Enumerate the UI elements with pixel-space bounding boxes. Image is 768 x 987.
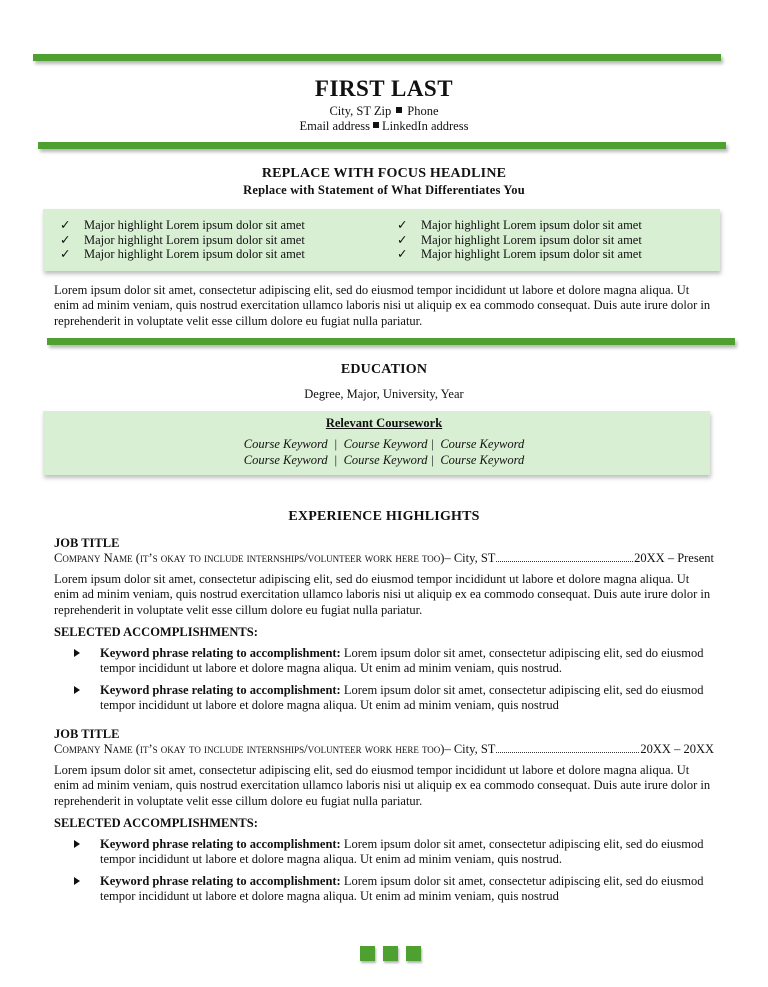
triangle-bullet-icon (74, 649, 80, 657)
top-accent-bar (33, 54, 721, 61)
accomplishment-item: Keyword phrase relating to accomplishment: Lorem ipsum dolor sit amet, consectetur adipiscing elit, sed do eiusmod tempor incididunt ut labore et dolore magna aliqua. Ut enim ad minim veniam, quis nostrud (74, 874, 714, 905)
triangle-bullet-icon (74, 877, 80, 885)
coursework-line: Course Keyword | Course Keyword | Course Keyword (243, 452, 525, 467)
coursework-title: Relevant Coursework (325, 416, 443, 430)
education-heading: EDUCATION (340, 362, 428, 377)
city-state-zip: City, ST Zip (329, 104, 392, 118)
footer-square-icon (360, 946, 375, 961)
highlight-item: ✓ Major highlight Lorem ipsum dolor sit amet (397, 218, 642, 232)
coursework-content (0, 416, 768, 468)
phone: Phone (407, 104, 439, 118)
focus-headline: REPLACE WITH FOCUS HEADLINE (261, 166, 507, 181)
highlight-item: ✓ Major highlight Lorem ipsum dolor sit amet (60, 218, 305, 232)
job-location: – City, ST (444, 742, 496, 756)
dotted-leader (496, 561, 633, 562)
accomplishment-item: Keyword phrase relating to accomplishment: Lorem ipsum dolor sit amet, consectetur adipiscing elit, sed do eiusmod tempor incididunt ut labore et dolore magna aliqua. Ut enim ad minim veniam, quis nostrud. (74, 837, 714, 868)
company-line (54, 551, 714, 566)
accomplishment-item: Keyword phrase relating to accomplishment: Lorem ipsum dolor sit amet, consectetur adipiscing elit, sed do eiusmod tempor incididunt ut labore et dolore magna aliqua. Ut enim ad minim veniam, quis nostrud. (74, 646, 714, 677)
dotted-leader (496, 752, 639, 753)
checkmark-icon: ✓ (397, 232, 408, 247)
job-dates: 20XX – 20XX (640, 742, 714, 756)
company-name: Company Name (it’s okay to include internships/volunteer work here too) (54, 551, 445, 565)
accomplishments-heading: SELECTED ACCOMPLISHMENTS: (54, 625, 258, 639)
experience-heading: EXPERIENCE HIGHLIGHTS (288, 509, 480, 524)
job-title: JOB TITLE (54, 727, 120, 741)
job-dates: 20XX – Present (634, 551, 714, 565)
separator-square-icon (373, 122, 379, 128)
job-description: Lorem ipsum dolor sit amet, consectetur adipiscing elit, sed do eiusmod tempor incididunt ut labore et dolore magna aliqua. Ut enim ad minim veniam, quis nostrud exercitation ullamco laboris nisi ut aliquip ex ea commodo consequat. Duis aute irure dolor in reprehenderit in voluptate velit esse cillum dolore eu fugiat nulla pariatur. (54, 763, 711, 808)
company-name: Company Name (it’s okay to include internships/volunteer work here too) (54, 742, 445, 756)
header-divider-bar (38, 142, 726, 149)
footer-square-icon (406, 946, 421, 961)
highlight-item: ✓ Major highlight Lorem ipsum dolor sit amet (60, 232, 305, 247)
job-location: – City, ST (444, 551, 496, 565)
contact-line-2 (0, 119, 768, 134)
highlights-left-column (60, 218, 305, 262)
triangle-bullet-icon (74, 840, 80, 848)
checkmark-icon: ✓ (60, 232, 71, 247)
checkmark-icon: ✓ (397, 218, 408, 232)
triangle-bullet-icon (74, 686, 80, 694)
highlight-item: ✓ Major highlight Lorem ipsum dolor sit amet (60, 247, 305, 261)
accomplishment-item: Keyword phrase relating to accomplishment: Lorem ipsum dolor sit amet, consectetur adipiscing elit, sed do eiusmod tempor incididunt ut labore et dolore magna aliqua. Ut enim ad minim veniam, quis nostrud (74, 683, 714, 714)
checkmark-icon: ✓ (60, 218, 71, 232)
checkmark-icon: ✓ (397, 247, 408, 261)
differentiator-statement: Replace with Statement of What Differentiates You (243, 183, 525, 197)
highlight-item: ✓ Major highlight Lorem ipsum dolor sit amet (397, 232, 642, 247)
company-line (54, 742, 714, 757)
summary-paragraph: Lorem ipsum dolor sit amet, consectetur adipiscing elit, sed do eiusmod tempor incididunt ut labore et dolore magna aliqua. Ut enim ad minim veniam, quis nostrud exercitation ullamco laboris nisi ut aliquip ex ea commodo consequat. Duis aute irure dolor in reprehenderit in voluptate velit esse cillum dolore eu fugiat nulla pariatur. (54, 283, 711, 328)
job-description: Lorem ipsum dolor sit amet, consectetur adipiscing elit, sed do eiusmod tempor incididunt ut labore et dolore magna aliqua. Ut enim ad minim veniam, quis nostrud exercitation ullamco laboris nisi ut aliquip ex ea commodo consequat. Duis aute irure dolor in reprehenderit in voluptate velit esse cillum dolore eu fugiat nulla pariatur. (54, 572, 711, 617)
highlight-item: ✓ Major highlight Lorem ipsum dolor sit amet (397, 247, 642, 261)
separator-square-icon (396, 107, 402, 113)
contact-line-1 (0, 104, 768, 119)
job-title: JOB TITLE (54, 536, 120, 550)
summary-divider-bar (47, 338, 735, 345)
resume-name: FIRST LAST (314, 76, 454, 101)
highlights-right-column (397, 218, 642, 262)
degree-line: Degree, Major, University, Year (304, 387, 464, 401)
coursework-line: Course Keyword | Course Keyword | Course Keyword (243, 437, 525, 451)
accomplishments-heading: SELECTED ACCOMPLISHMENTS: (54, 816, 258, 830)
email-address: Email address (299, 119, 371, 133)
linkedin-address: LinkedIn address (382, 119, 469, 133)
footer-square-icon (383, 946, 398, 961)
checkmark-icon: ✓ (60, 247, 71, 261)
